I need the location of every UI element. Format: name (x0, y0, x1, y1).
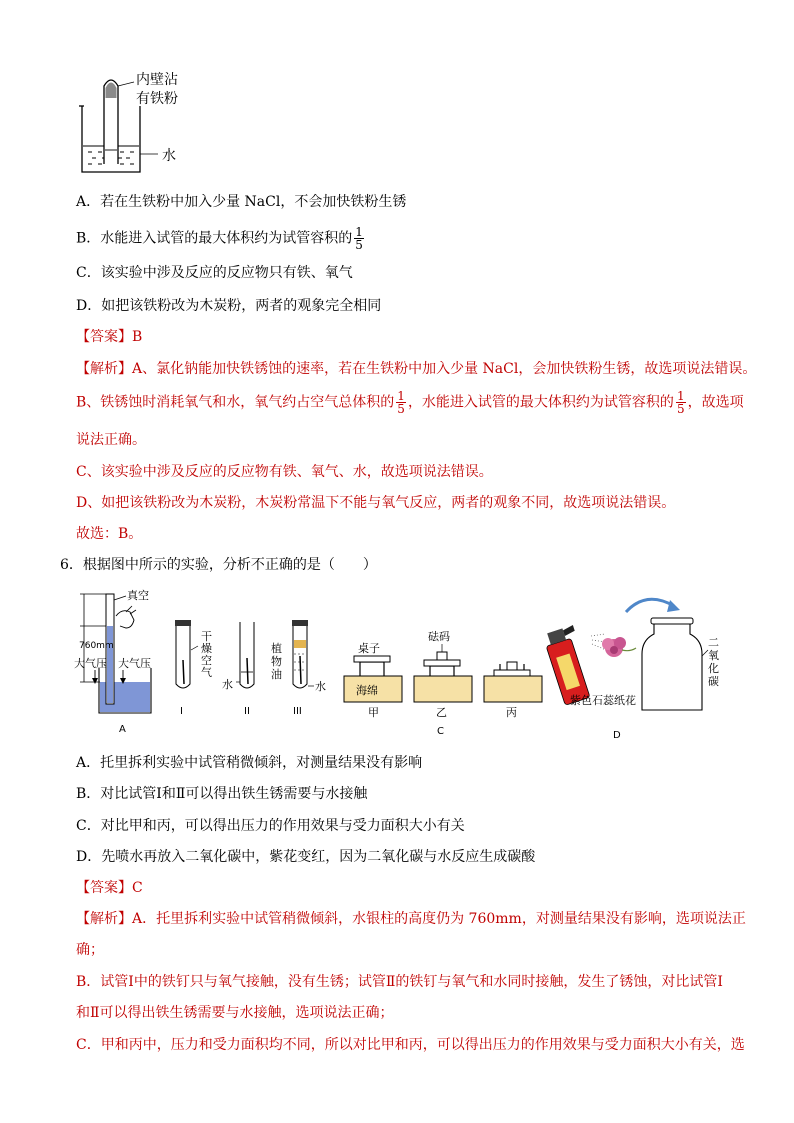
label-yi: 乙 (436, 706, 447, 719)
label-tube-iii: III (293, 706, 302, 717)
label-atm-left: 大气压 (74, 657, 107, 670)
label-jia: 甲 (368, 706, 379, 719)
q5-option-b (76, 226, 366, 251)
label-iron-powder: 有铁粉 (136, 91, 178, 107)
q5-option-b-text: B．水能进入试管的最大体积约为试管容积的 (76, 230, 353, 247)
label-tube-i: I (180, 706, 183, 717)
iron-powder-beaker-figure (76, 68, 206, 178)
label-co2-1: 二 (708, 636, 719, 649)
q5-option-a: A．若在生铁粉中加入少量 NaCl，不会加快铁粉生锈 (76, 194, 407, 210)
label-bing: 丙 (506, 706, 517, 719)
label-tube-ii: II (244, 706, 250, 717)
tube-ii (222, 622, 254, 717)
label-inner-wall: 内壁沾 (136, 72, 178, 88)
answer-tag: 【答案】 (76, 329, 132, 345)
label-water-ii: 水 (222, 678, 233, 691)
fraction-one-fifth: $\frac{1}{5}$ (397, 389, 405, 416)
q6-analysis-b: B．试管Ⅰ中的铁钉只与氧气接触，没有生锈；试管Ⅱ的铁钉与氧气和水同时接触，发生了锈蚀，对比试管Ⅰ (76, 974, 723, 990)
q6-analysis-c: C．甲和丙中，压力和受力面积均不同，所以对比甲和丙，可以得出压力的作用效果与受力面积大小有关，选 (76, 1037, 745, 1053)
tube-iii (271, 620, 326, 717)
analysis-tag: 【解析】 (76, 911, 132, 927)
label-water: 水 (162, 148, 176, 164)
fraction-one-fifth: $\frac{1}{5}$ (676, 389, 685, 416)
q5-analysis-d: D、如把该铁粉改为木炭粉，木炭粉常温下不能与氧气反应，两者的观象不同，故选项说法错误。 (76, 495, 676, 511)
answer-value: C (132, 880, 143, 896)
q5-analysis-c: C、该实验中涉及反应的反应物有铁、氧气、水，故选项说法错误。 (76, 464, 493, 480)
q5-option-c: C．该实验中涉及反应的反应物只有铁、氧气 (76, 265, 353, 281)
q6-option-d: D．先喷水再放入二氧化碳中，紫花变红，因为二氧化碳与水反应生成碳酸 (76, 849, 536, 865)
q5-analysis-b: B、铁锈蚀时消耗氧气和水，氧气约占空气总体积的 $\frac{1}{5}$ ，水能进入试管的最大体积约为试管容积的 $\frac{1}{5}$ ，故选项 (76, 389, 744, 416)
label-co2-4: 碳 (708, 675, 719, 688)
q6-answer (76, 879, 143, 897)
torricelli-apparatus (74, 588, 151, 735)
label-water-iii: 水 (315, 680, 326, 693)
label-sponge: 海绵 (356, 684, 378, 697)
label-a: A (119, 724, 126, 735)
label-atm-right: 大气压 (118, 657, 151, 670)
label-co2-3: 化 (708, 662, 719, 675)
experiments-figure (70, 588, 720, 744)
label-dry-4: 气 (201, 666, 212, 679)
q6-analysis-a: 【解析】A．托里拆利实验中试管稍微倾斜，水银柱的高度仍为 760mm，对测量结果没有影响，选项说法正 (76, 911, 746, 927)
q6-stem: 6．根据图中所示的实验，分析不正确的是（ ） (60, 557, 377, 573)
label-vacuum: 真空 (127, 589, 149, 602)
q5-option-d: D．如把该铁粉改为木炭粉，两者的观象完全相同 (76, 298, 382, 314)
label-veg-oil-2: 物 (271, 655, 282, 668)
q5-analysis-b-cont: 说法正确。 (76, 432, 146, 448)
fraction-one-fifth: $\frac{1}{5}$ (355, 225, 363, 252)
label-dry-2: 燥 (201, 642, 212, 655)
label-veg-oil-1: 植 (271, 642, 282, 655)
label-table: 桌子 (358, 642, 380, 655)
q6-option-a: A．托里拆利实验中试管稍微倾斜，对测量结果没有影响 (76, 755, 423, 771)
answer-value: B (132, 329, 143, 345)
label-dry: 干 (201, 630, 212, 643)
tube-i (175, 620, 212, 717)
q6-analysis-a-cont: 确； (76, 942, 104, 958)
q6-option-b: B．对比试管Ⅰ和Ⅱ可以得出铁生锈需要与水接触 (76, 786, 368, 802)
label-dry-3: 空 (201, 654, 212, 667)
label-760mm: 760mm (79, 641, 114, 651)
pressure-jia (344, 641, 402, 719)
answer-tag: 【答案】 (76, 880, 132, 896)
pressure-bing (484, 662, 542, 719)
label-veg-oil-3: 油 (271, 668, 282, 681)
q6-analysis-b-cont: 和Ⅱ可以得出铁生锈需要与水接触，选项说法正确； (76, 1005, 394, 1021)
flower-icon (602, 637, 636, 657)
label-co2-2: 氧 (708, 649, 719, 662)
q5-conclusion: 故选：B。 (76, 526, 143, 542)
label-paper-flower: 紫色石蕊纸花 (570, 694, 636, 707)
q5-answer (76, 328, 142, 346)
analysis-tag: 【解析】 (76, 361, 132, 377)
co2-experiment (542, 599, 719, 741)
q5-analysis-a: 【解析】A、氯化钠能加快铁锈蚀的速率，若在生铁粉中加入少量 NaCl，会加快铁粉生锈，故选项说法错误。 (76, 361, 757, 377)
label-weight: 砝码 (428, 630, 450, 643)
q6-option-c: C．对比甲和丙，可以得出压力的作用效果与受力面积大小有关 (76, 818, 465, 834)
pressure-yi (414, 629, 472, 719)
label-c: C (437, 726, 444, 737)
label-d: D (613, 730, 621, 741)
